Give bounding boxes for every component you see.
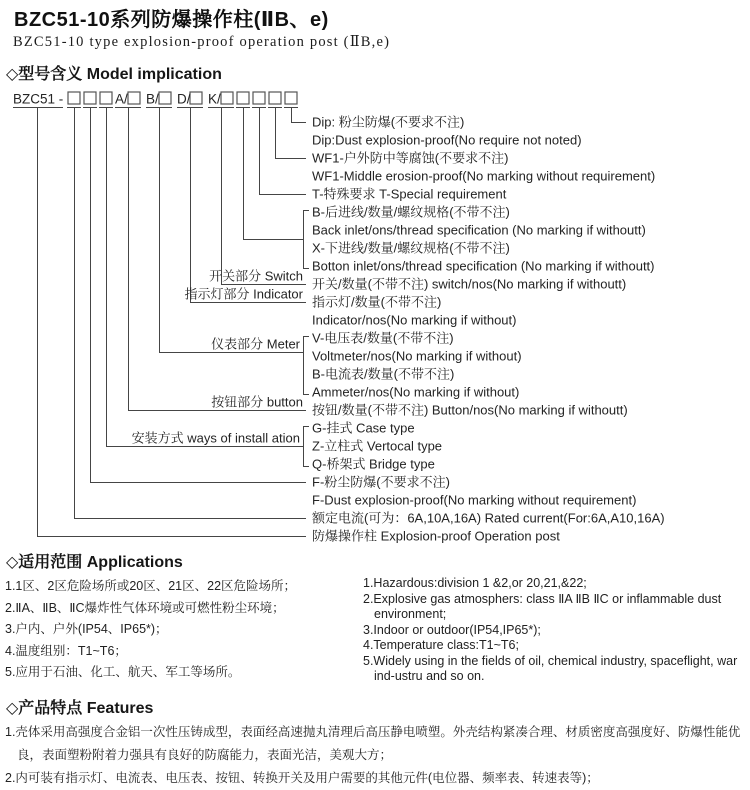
meaning-rows — [312, 115, 665, 544]
diagram-row: Z-立柱式 Vertocal type — [312, 438, 443, 454]
diagram-row: Indicator/nos(No marking if without) — [312, 312, 517, 328]
model-code — [13, 92, 221, 107]
applications-columns — [5, 576, 750, 685]
model-code-prefix: BZC51 - — [13, 91, 64, 107]
feature-item: 2.内可装有指示灯、电流表、电压表、按钮、转换开关及用户需要的其他元件(电位器、频率表、转速表等)； — [5, 770, 599, 785]
diagram-row: WF1-Middle erosion-proof(No marking without requirement) — [312, 168, 656, 184]
applications-cn-list — [5, 576, 363, 685]
diagram-row: Dip: 粉尘防爆(不要求不注) — [312, 114, 465, 130]
application-item-en: 5.Widely using in the fields of oil, chemical industry, spaceflight, war ind-ustru and so on. — [363, 653, 738, 683]
applications-en-list — [363, 576, 743, 685]
diagram-row: 按钮/数量(不带不注) Button/nos(No marking if withoutt) — [312, 402, 628, 418]
branch-label-button: 按钮部分 button — [211, 394, 303, 410]
features-heading: ◇产品特点 Features — [6, 699, 154, 717]
diagram-row: Voltmeter/nos(No marking if without) — [312, 348, 522, 364]
application-item-cn: 4.温度组别：T1~T6； — [5, 643, 127, 658]
datasheet-page — [0, 8, 750, 785]
diagram-row: B-后进线/数量/螺纹规格(不带不注) — [312, 204, 510, 220]
page-title: BZC51-10系列防爆操作柱(ⅡB、e) — [14, 9, 329, 31]
page-subtitle: BZC51-10 type explosion-proof operation post (ⅡB,e) — [13, 34, 391, 50]
diagram-row: X-下进线/数量/螺纹规格(不带不注) — [312, 240, 510, 256]
diagram-row: Q-桥架式 Bridge type — [312, 456, 435, 472]
diagram-row: B-电流表/数量(不带不注) — [312, 366, 455, 382]
branch-label-meter: 仪表部分 Meter — [211, 336, 300, 352]
connector-lines — [13, 108, 309, 537]
application-item-en: 1.Hazardous:division 1 &2,or 20,21,&22; — [363, 576, 587, 590]
application-item-en: 3.Indoor or outdoor(IP54,IP65*); — [363, 622, 541, 637]
application-item-cn: 1.1区、2区危险场所或20区、21区、22区危险场所； — [5, 579, 297, 593]
diagram-row: V-电压表/数量(不带不注) — [312, 330, 454, 346]
diagram-row: Dip:Dust explosion-proof(No require not noted) — [312, 132, 582, 148]
branch-label-switch: 开关部分 Switch — [209, 268, 303, 284]
model-code-seg-a: A/ — [115, 91, 128, 107]
diagram-row: F-粉尘防爆(不要求不注) — [312, 474, 450, 490]
application-item-cn: 3.户内、户外(IP54、IP65*)； — [5, 622, 168, 636]
diagram-row: Ammeter/nos(No marking if without) — [312, 384, 520, 400]
applications-heading: ◇适用范围 Applications — [6, 554, 183, 571]
application-item-cn: 5.应用于石油、化工、航天、军工等场所。 — [5, 665, 241, 679]
model-code-seg-b: B/ — [146, 91, 159, 107]
diagram-row: 额定电流(可为：6A,10A,16A) Rated current(For:6A,A10,16A) — [312, 510, 665, 526]
diagram-row: 开关/数量(不带不注) switch/nos(No marking if withoutt) — [312, 276, 627, 292]
diagram-row: 防爆操作柱 Explosion-proof Operation post — [312, 528, 560, 544]
diagram-row: Botton inlet/ons/thread specification (No marking if withoutt) — [312, 258, 655, 274]
branch-label-install: 安装方式 ways of install ation — [131, 430, 300, 446]
diagram-row: G-挂式 Case type — [312, 420, 415, 436]
diagram-row: Back inlet/ons/thread specification (No marking if withoutt) — [312, 222, 646, 238]
diagram-row: T-特殊要求 T-Special requirement — [312, 186, 507, 202]
feature-item: 1.壳体采用高强度合金铝一次性压铸成型，表面经高速抛丸清理后高压静电喷塑。外壳结构紧凑合理、材质密度高强度好、防爆性能优良，表面塑粉附着力强具有良好的防腐能力，表面光洁，美观大方； — [5, 724, 741, 762]
model-implication-diagram — [0, 87, 750, 549]
features-list — [5, 721, 742, 790]
application-item-en: 2.Explosive gas atmosphers: class ⅡA ⅡB ⅡC or inflammable dust environment; — [363, 591, 722, 621]
model-code-seg-k: K/ — [208, 91, 221, 107]
application-item-en: 4.Temperature class:T1~T6; — [363, 638, 519, 652]
diagram-row: F-Dust explosion-proof(No marking without requirement) — [312, 492, 637, 508]
application-item-cn: 2.ⅡA、ⅡB、ⅡC爆炸性气体环境或可燃性粉尘环境； — [5, 600, 285, 615]
diagram-row: WF1-户外防中等腐蚀(不要求不注) — [312, 150, 509, 166]
branch-labels — [132, 269, 304, 446]
model-implication-heading: ◇型号含义 Model implication — [6, 66, 222, 83]
branch-label-indicator: 指示灯部分 Indicator — [184, 286, 303, 302]
model-code-seg-d: D/ — [177, 91, 191, 107]
diagram-row: 指示灯/数量(不带不注) — [312, 294, 442, 310]
